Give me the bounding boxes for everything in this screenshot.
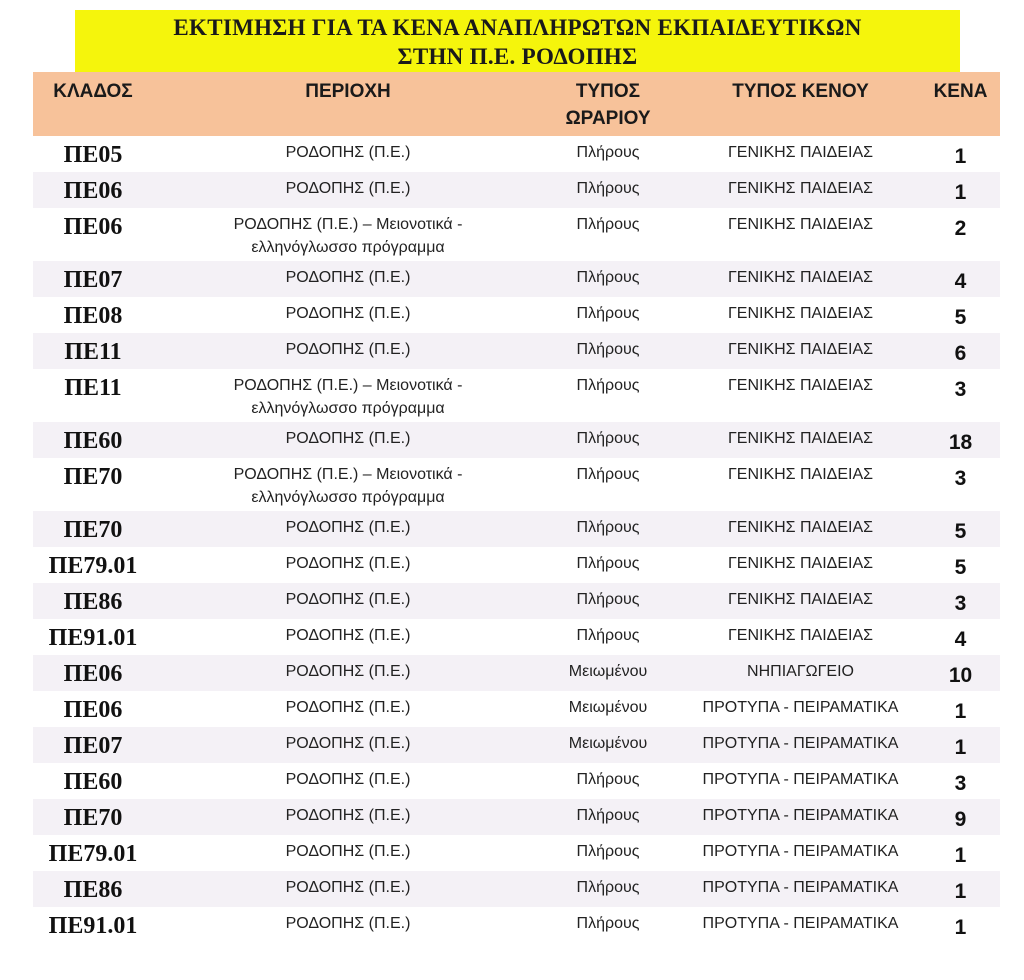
cell-typos-kenou: ΠΡΟΤΥΠΑ - ΠΕΙΡΑΜΑΤΙΚΑ: [702, 807, 899, 824]
cell-typos-orariou: Πλήρους: [576, 771, 640, 788]
cell-klados: ΠΕ60: [63, 428, 123, 454]
header-typos-orariou-line1: ΤΥΠΟΣ: [575, 81, 641, 102]
cell-klados: ΠΕ70: [63, 805, 123, 831]
cell-klados: ΠΕ06: [63, 697, 123, 723]
cell-klados: ΠΕ06: [63, 178, 123, 204]
cell-typos-orariou: Πλήρους: [576, 555, 640, 572]
cell-typos-orariou: Πλήρους: [576, 627, 640, 644]
table-row: [33, 547, 1000, 583]
cell-perioxi: ΡΟΔΟΠΗΣ (Π.Ε.): [285, 269, 411, 286]
cell-typos-orariou: Μειωμένου: [568, 735, 648, 752]
table-row: [33, 619, 1000, 655]
cell-kena: 1: [954, 844, 967, 867]
cell-typos-orariou: Πλήρους: [576, 180, 640, 197]
cell-typos-orariou: Πλήρους: [576, 341, 640, 358]
cell-typos-orariou: Πλήρους: [576, 591, 640, 608]
cell-perioxi: ΡΟΔΟΠΗΣ (Π.Ε.): [285, 771, 411, 788]
cell-perioxi: ΡΟΔΟΠΗΣ (Π.Ε.): [285, 180, 411, 197]
table-row: [33, 907, 1000, 943]
cell-perioxi: ΡΟΔΟΠΗΣ (Π.Ε.): [285, 144, 411, 161]
cell-perioxi: ΡΟΔΟΠΗΣ (Π.Ε.): [285, 305, 411, 322]
cell-perioxi: ΡΟΔΟΠΗΣ (Π.Ε.): [285, 699, 411, 716]
cell-perioxi: ΡΟΔΟΠΗΣ (Π.Ε.) – Μειονοτικά - ελληνόγλωσσο πρόγραμμα: [233, 216, 463, 256]
header-typos-orariou-line2: ΩΡΑΡΙΟΥ: [565, 108, 651, 129]
title-line-2: ΣΤΗΝ Π.Ε. ΡΟΔΟΠΗΣ: [397, 44, 638, 69]
document-title: [75, 10, 960, 72]
cell-kena: 18: [948, 431, 973, 454]
table-row: [33, 727, 1000, 763]
cell-klados: ΠΕ86: [63, 877, 123, 903]
cell-typos-orariou: Πλήρους: [576, 430, 640, 447]
cell-typos-kenou: ΓΕΝΙΚΗΣ ΠΑΙΔΕΙΑΣ: [727, 627, 874, 644]
cell-kena: 5: [954, 520, 967, 543]
cell-typos-kenou: ΓΕΝΙΚΗΣ ΠΑΙΔΕΙΑΣ: [727, 341, 874, 358]
cell-klados: ΠΕ05: [63, 142, 123, 168]
cell-perioxi: ΡΟΔΟΠΗΣ (Π.Ε.): [285, 430, 411, 447]
cell-kena: 2: [954, 217, 967, 240]
cell-typos-kenou: ΓΕΝΙΚΗΣ ΠΑΙΔΕΙΑΣ: [727, 591, 874, 608]
cell-perioxi: ΡΟΔΟΠΗΣ (Π.Ε.) – Μειονοτικά - ελληνόγλωσσο πρόγραμμα: [233, 377, 463, 417]
table-row: [33, 136, 1000, 172]
cell-klados: ΠΕ79.01: [48, 553, 138, 579]
cell-perioxi: ΡΟΔΟΠΗΣ (Π.Ε.): [285, 663, 411, 680]
cell-klados: ΠΕ06: [63, 661, 123, 687]
table-row: [33, 511, 1000, 547]
table-row: [33, 333, 1000, 369]
cell-kena: 6: [954, 342, 967, 365]
table-row: [33, 422, 1000, 458]
table-row: [33, 655, 1000, 691]
cell-typos-orariou: Πλήρους: [576, 519, 640, 536]
cell-klados: ΠΕ60: [63, 769, 123, 795]
table-body: [33, 136, 1000, 943]
cell-typos-kenou: ΓΕΝΙΚΗΣ ΠΑΙΔΕΙΑΣ: [727, 305, 874, 322]
cell-typos-kenou: ΠΡΟΤΥΠΑ - ΠΕΙΡΑΜΑΤΙΚΑ: [702, 771, 899, 788]
cell-typos-orariou: Πλήρους: [576, 144, 640, 161]
cell-typos-kenou: ΓΕΝΙΚΗΣ ΠΑΙΔΕΙΑΣ: [727, 519, 874, 536]
cell-typos-orariou: Πλήρους: [576, 843, 640, 860]
cell-typos-kenou: ΠΡΟΤΥΠΑ - ΠΕΙΡΑΜΑΤΙΚΑ: [702, 843, 899, 860]
cell-klados: ΠΕ70: [63, 517, 123, 543]
cell-kena: 1: [954, 145, 967, 168]
table-row: [33, 369, 1000, 422]
table-row: [33, 261, 1000, 297]
cell-perioxi: ΡΟΔΟΠΗΣ (Π.Ε.): [285, 591, 411, 608]
table-row: [33, 297, 1000, 333]
table-row: [33, 763, 1000, 799]
cell-typos-kenou: ΓΕΝΙΚΗΣ ΠΑΙΔΕΙΑΣ: [727, 466, 874, 483]
cell-perioxi: ΡΟΔΟΠΗΣ (Π.Ε.): [285, 807, 411, 824]
table-row: [33, 458, 1000, 511]
cell-perioxi: ΡΟΔΟΠΗΣ (Π.Ε.): [285, 341, 411, 358]
cell-typos-kenou: ΓΕΝΙΚΗΣ ΠΑΙΔΕΙΑΣ: [727, 269, 874, 286]
cell-kena: 4: [954, 270, 967, 293]
cell-typos-kenou: ΠΡΟΤΥΠΑ - ΠΕΙΡΑΜΑΤΙΚΑ: [702, 915, 899, 932]
cell-kena: 5: [954, 556, 967, 579]
cell-kena: 5: [954, 306, 967, 329]
cell-klados: ΠΕ86: [63, 589, 123, 615]
cell-typos-orariou: Πλήρους: [576, 216, 640, 233]
cell-klados: ΠΕ11: [64, 339, 122, 365]
cell-perioxi: ΡΟΔΟΠΗΣ (Π.Ε.): [285, 843, 411, 860]
table-row: [33, 172, 1000, 208]
cell-perioxi: ΡΟΔΟΠΗΣ (Π.Ε.): [285, 735, 411, 752]
cell-kena: 1: [954, 916, 967, 939]
cell-klados: ΠΕ07: [63, 733, 123, 759]
cell-typos-orariou: Πλήρους: [576, 807, 640, 824]
cell-perioxi: ΡΟΔΟΠΗΣ (Π.Ε.): [285, 915, 411, 932]
table-header: [33, 72, 1000, 136]
table-row: [33, 691, 1000, 727]
cell-kena: 9: [954, 808, 967, 831]
cell-klados: ΠΕ70: [63, 464, 123, 490]
cell-perioxi: ΡΟΔΟΠΗΣ (Π.Ε.): [285, 879, 411, 896]
cell-kena: 1: [954, 736, 967, 759]
cell-kena: 1: [954, 880, 967, 903]
cell-typos-kenou: ΓΕΝΙΚΗΣ ΠΑΙΔΕΙΑΣ: [727, 180, 874, 197]
cell-kena: 3: [954, 772, 967, 795]
cell-klados: ΠΕ08: [63, 303, 123, 329]
cell-kena: 10: [948, 664, 973, 687]
cell-typos-kenou: ΝΗΠΙΑΓΩΓΕΙΟ: [747, 663, 854, 680]
cell-typos-orariou: Πλήρους: [576, 269, 640, 286]
cell-typos-orariou: Πλήρους: [576, 879, 640, 896]
cell-typos-orariou: Πλήρους: [576, 466, 640, 483]
cell-klados: ΠΕ07: [63, 267, 123, 293]
header-typos-orariou: [538, 78, 678, 132]
table-row: [33, 208, 1000, 261]
cell-typos-orariou: Πλήρους: [576, 377, 640, 394]
table-row: [33, 583, 1000, 619]
cell-klados: ΠΕ91.01: [48, 625, 138, 651]
cell-typos-kenou: ΓΕΝΙΚΗΣ ΠΑΙΔΕΙΑΣ: [727, 377, 874, 394]
cell-klados: ΠΕ06: [63, 214, 123, 240]
cell-kena: 3: [954, 378, 967, 401]
cell-typos-kenou: ΓΕΝΙΚΗΣ ΠΑΙΔΕΙΑΣ: [727, 144, 874, 161]
table-row: [33, 799, 1000, 835]
cell-kena: 4: [954, 628, 967, 651]
cell-typos-kenou: ΓΕΝΙΚΗΣ ΠΑΙΔΕΙΑΣ: [727, 216, 874, 233]
cell-typos-orariou: Μειωμένου: [568, 699, 648, 716]
table-row: [33, 871, 1000, 907]
header-typos-kenou: ΤΥΠΟΣ ΚΕΝΟΥ: [732, 81, 869, 102]
cell-klados: ΠΕ11: [64, 375, 122, 401]
cell-perioxi: ΡΟΔΟΠΗΣ (Π.Ε.): [285, 555, 411, 572]
cell-kena: 1: [954, 700, 967, 723]
cell-typos-kenou: ΓΕΝΙΚΗΣ ΠΑΙΔΕΙΑΣ: [727, 430, 874, 447]
header-kena: ΚΕΝΑ: [933, 81, 988, 102]
cell-typos-kenou: ΠΡΟΤΥΠΑ - ΠΕΙΡΑΜΑΤΙΚΑ: [702, 735, 899, 752]
cell-typos-orariou: Μειωμένου: [568, 663, 648, 680]
cell-klados: ΠΕ91.01: [48, 913, 138, 939]
title-line-1: ΕΚΤΙΜΗΣΗ ΓΙΑ ΤΑ ΚΕΝΑ ΑΝΑΠΛΗΡΩΤΩΝ ΕΚΠΑΙΔΕΥΤΙΚΩΝ: [173, 15, 862, 40]
header-perioxi: ΠΕΡΙΟΧΗ: [305, 81, 391, 102]
cell-typos-kenou: ΓΕΝΙΚΗΣ ΠΑΙΔΕΙΑΣ: [727, 555, 874, 572]
cell-typos-kenou: ΠΡΟΤΥΠΑ - ΠΕΙΡΑΜΑΤΙΚΑ: [702, 699, 899, 716]
table-row: [33, 835, 1000, 871]
cell-typos-orariou: Πλήρους: [576, 305, 640, 322]
cell-kena: 3: [954, 592, 967, 615]
header-klados: ΚΛΑΔΟΣ: [53, 81, 133, 102]
cell-typos-orariou: Πλήρους: [576, 915, 640, 932]
cell-kena: 3: [954, 467, 967, 490]
cell-perioxi: ΡΟΔΟΠΗΣ (Π.Ε.) – Μειονοτικά - ελληνόγλωσσο πρόγραμμα: [233, 466, 463, 506]
cell-perioxi: ΡΟΔΟΠΗΣ (Π.Ε.): [285, 519, 411, 536]
cell-klados: ΠΕ79.01: [48, 841, 138, 867]
cell-typos-kenou: ΠΡΟΤΥΠΑ - ΠΕΙΡΑΜΑΤΙΚΑ: [702, 879, 899, 896]
cell-perioxi: ΡΟΔΟΠΗΣ (Π.Ε.): [285, 627, 411, 644]
cell-kena: 1: [954, 181, 967, 204]
